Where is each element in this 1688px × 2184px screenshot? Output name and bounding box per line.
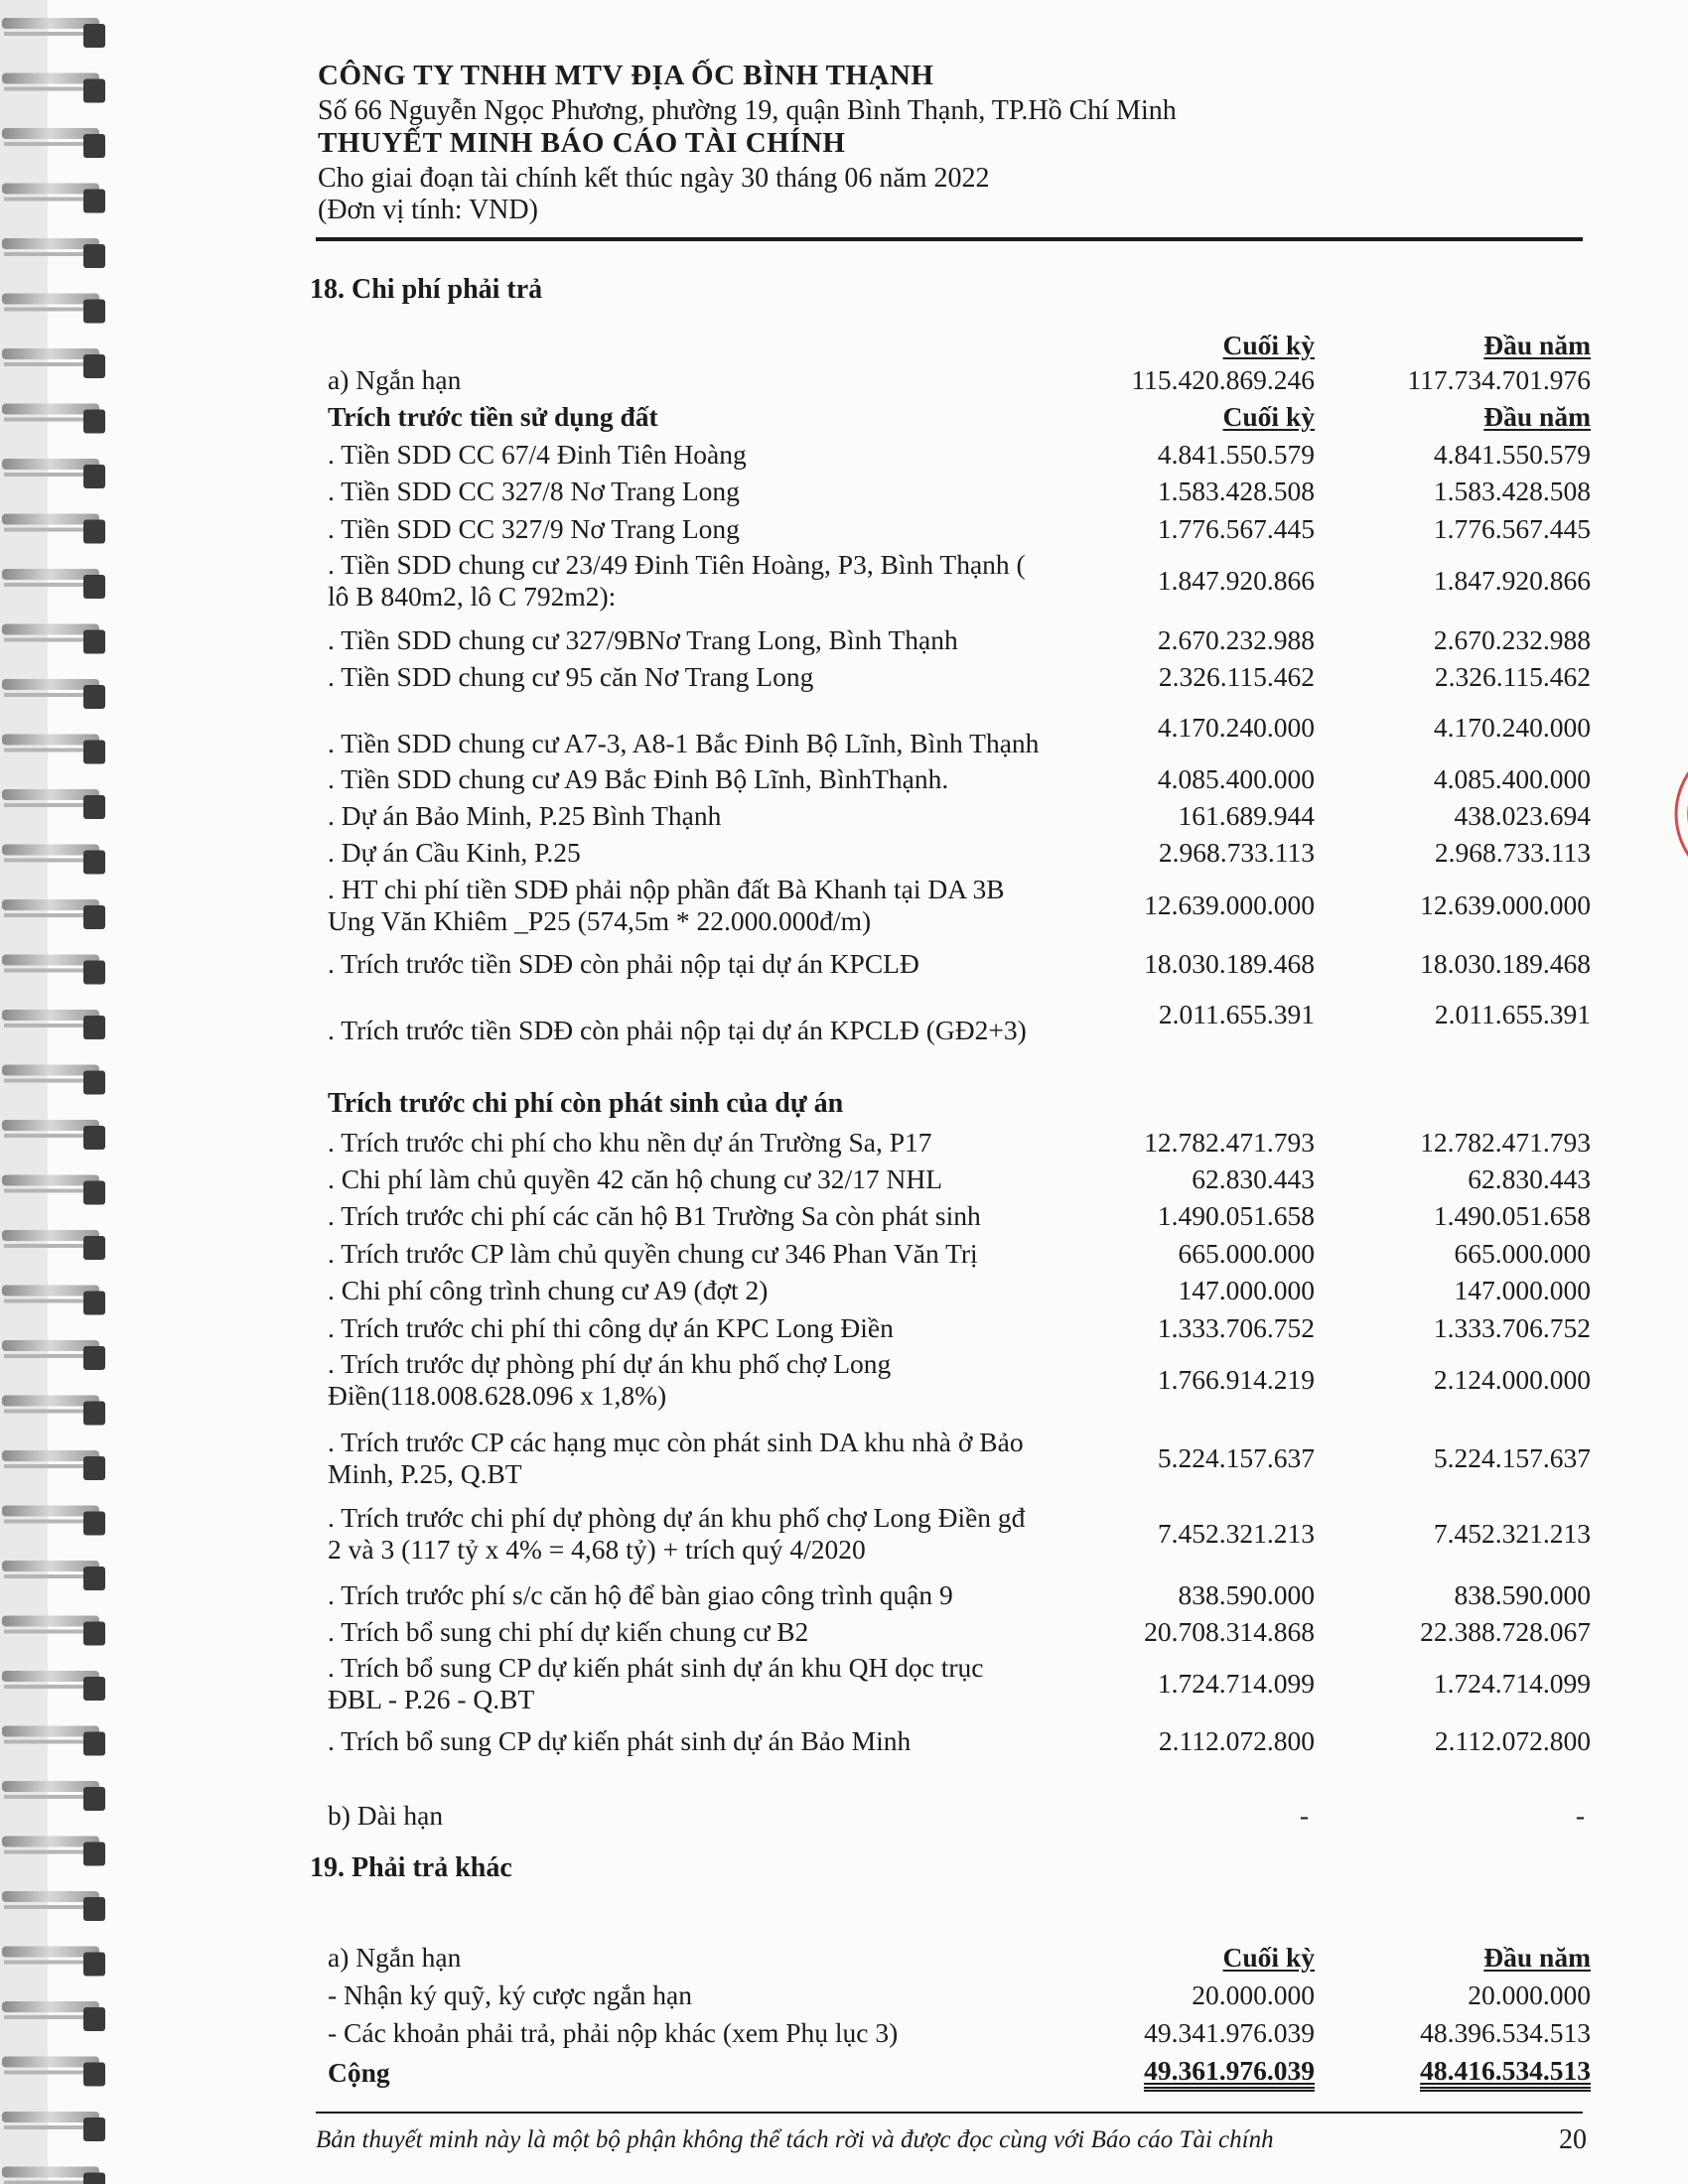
value-end: 20.708.314.868 xyxy=(1144,1616,1315,1647)
value-end: 1.766.914.219 xyxy=(1157,1364,1315,1395)
col-header-begin: Đầu năm xyxy=(1483,330,1591,360)
value-begin: 665.000.000 xyxy=(1454,1238,1591,1269)
row-label: . Chi phí làm chủ quyền 42 căn hộ chung cư 32/17 NHL xyxy=(328,1163,943,1194)
value-end: 838.590.000 xyxy=(1178,1579,1315,1610)
table-row xyxy=(318,511,1591,545)
value-end: 1.724.714.099 xyxy=(1157,1668,1315,1699)
col-header-end: Cuối kỳ xyxy=(1222,401,1315,432)
value-begin: 1.847.920.866 xyxy=(1433,565,1591,596)
value-end: 4.841.550.579 xyxy=(1157,439,1315,470)
group-1-title: Trích trước tiền sử dụng đất xyxy=(328,401,658,432)
table-row xyxy=(318,659,1591,693)
value-begin: 2.670.232.988 xyxy=(1433,624,1591,655)
table-row xyxy=(318,622,1591,656)
row-label: . Tiền SDD CC 67/4 Đinh Tiên Hoàng xyxy=(328,439,747,470)
value-end: 2.968.733.113 xyxy=(1158,837,1315,868)
value-end: - xyxy=(1299,1800,1309,1831)
row-label: . Trích trước chi phí dự phòng dự án khu phố chợ Long Điền gđ 2 và 3 (117 tỷ x 4% = 4,68 tỷ) + trích quý 4/2020 xyxy=(328,1502,1026,1565)
row-label: . Tiền SDD CC 327/9 Nơ Trang Long xyxy=(328,513,740,544)
row-label: . Trích trước chi phí các căn hộ B1 Trường Sa còn phát sinh xyxy=(328,1200,981,1231)
value-begin: 838.590.000 xyxy=(1454,1579,1591,1610)
value-begin: 18.030.189.468 xyxy=(1420,948,1591,979)
table-row xyxy=(318,874,1591,937)
company-address: Số 66 Nguyễn Ngọc Phương, phường 19, quận Bình Thạnh, TP.Hồ Chí Minh xyxy=(318,95,1177,126)
value-end: 5.224.157.637 xyxy=(1157,1442,1315,1473)
table-row xyxy=(318,761,1591,795)
value-begin: 1.333.706.752 xyxy=(1433,1312,1591,1343)
value-end: 2.670.232.988 xyxy=(1157,624,1315,655)
row-label: . Chi phí công trình chung cư A9 (đợt 2) xyxy=(328,1275,769,1305)
value-end: 12.782.471.793 xyxy=(1144,1127,1315,1158)
value-end: 2.011.655.391 xyxy=(1158,999,1315,1029)
table-row xyxy=(318,798,1591,832)
value-begin: 438.023.694 xyxy=(1454,800,1591,831)
value-end: 20.000.000 xyxy=(1192,1979,1315,2010)
row-label: . Trích trước tiền SDĐ còn phải nộp tại dự án KPCLĐ (GĐ2+3) xyxy=(328,1015,1027,1045)
value-begin: 1.583.428.508 xyxy=(1433,476,1591,506)
table-row xyxy=(318,835,1591,869)
section-18-short-term-row xyxy=(318,362,1591,396)
group-2-title: Trích trước chi phí còn phát sinh của dự án xyxy=(328,1088,844,1119)
row-label: . Trích trước chi phí cho khu nền dự án Trường Sa, P17 xyxy=(328,1127,932,1158)
table-row xyxy=(318,1978,1591,2011)
value-end: 4.085.400.000 xyxy=(1157,763,1315,794)
row-label: . Trích bổ sung CP dự kiến phát sinh dự án khu QH dọc trục ĐBL - P.26 - Q.BT xyxy=(328,1652,984,1714)
table-row xyxy=(318,1273,1591,1306)
value-end: 1.490.051.658 xyxy=(1157,1200,1315,1231)
row-label: . Tiền SDD chung cư 327/9BNơ Trang Long, Bình Thạnh xyxy=(328,624,958,655)
value-begin: 62.830.443 xyxy=(1468,1163,1591,1194)
value-end: 115.420.869.246 xyxy=(1131,364,1315,395)
row-label: . Trích trước CP làm chủ quyền chung cư 346 Phan Văn Trị xyxy=(328,1238,978,1269)
value-begin: 1.490.051.658 xyxy=(1433,1200,1591,1231)
table-row xyxy=(318,1427,1591,1490)
value-begin: 20.000.000 xyxy=(1468,1979,1591,2010)
value-end: 1.333.706.752 xyxy=(1157,1312,1315,1343)
table-row xyxy=(318,1198,1591,1232)
table-row xyxy=(318,1577,1591,1611)
value-begin: 1.724.714.099 xyxy=(1433,1668,1591,1699)
value-end: 12.639.000.000 xyxy=(1144,889,1315,920)
row-label: . Trích trước dự phòng phí dự án khu phố chợ Long Điền(118.008.628.096 x 1,8%) xyxy=(328,1348,892,1411)
value-begin: 2.011.655.391 xyxy=(1434,999,1591,1029)
value-begin: 12.639.000.000 xyxy=(1420,889,1591,920)
table-row xyxy=(318,2015,1591,2049)
table-row xyxy=(318,1652,1591,1715)
table-row xyxy=(318,549,1591,613)
row-label: a) Ngắn hạn xyxy=(328,364,462,395)
value-end: 7.452.321.213 xyxy=(1157,1518,1315,1549)
row-label: . Tiền SDD chung cư A9 Bắc Đinh Bộ Lĩnh, BìnhThạnh. xyxy=(328,763,949,794)
row-label: . Tiền SDD chung cư 95 căn Nơ Trang Long xyxy=(328,661,814,692)
value-end: 18.030.189.468 xyxy=(1144,948,1315,979)
row-label: b) Dài hạn xyxy=(328,1800,444,1831)
report-title: THUYẾT MINH BÁO CÁO TÀI CHÍNH xyxy=(318,127,846,159)
section-19-total-row xyxy=(318,2053,1591,2089)
value-begin: 2.968.733.113 xyxy=(1434,837,1591,868)
value-end: 161.689.944 xyxy=(1178,800,1315,831)
value-begin: 12.782.471.793 xyxy=(1420,1127,1591,1158)
value-begin: 4.170.240.000 xyxy=(1433,712,1591,743)
row-label: - Nhận ký quỹ, ký cược ngắn hạn xyxy=(328,1979,692,2010)
section-18-title: 18. Chi phí phải trả xyxy=(310,274,543,305)
page-number: 20 xyxy=(1559,2124,1587,2155)
row-label: . Tiền SDD chung cư 23/49 Đinh Tiên Hoàng, P3, Bình Thạnh ( lô B 840m2, lô C 792m2): xyxy=(328,549,1026,612)
table-row xyxy=(318,696,1591,759)
currency-unit: (Đơn vị tính: VND) xyxy=(318,195,538,225)
value-begin: 7.452.321.213 xyxy=(1433,1518,1591,1549)
col-header-end: Cuối kỳ xyxy=(1222,330,1315,360)
row-label: . Dự án Bảo Minh, P.25 Bình Thạnh xyxy=(328,800,722,831)
table-row xyxy=(318,437,1591,471)
total-begin: 48.416.534.513 xyxy=(1420,2055,1591,2092)
table-row xyxy=(318,1236,1591,1270)
value-end: 1.847.920.866 xyxy=(1157,565,1315,596)
table-row xyxy=(318,1161,1591,1195)
table-row xyxy=(318,1348,1591,1412)
row-label: - Các khoản phải trả, phải nộp khác (xem Phụ lục 3) xyxy=(328,2017,899,2048)
row-label: . Trích bổ sung chi phí dự kiến chung cư B2 xyxy=(328,1616,809,1647)
footer-note: Bản thuyết minh này là một bộ phận không thể tách rời và được đọc cùng với Báo cáo Tài chính xyxy=(316,2126,1274,2153)
value-end: 2.112.072.800 xyxy=(1158,1725,1315,1756)
value-begin: 4.841.550.579 xyxy=(1433,439,1591,470)
row-label: . Trích trước phí s/c căn hộ để bàn giao công trình quận 9 xyxy=(328,1579,953,1610)
value-begin: 2.124.000.000 xyxy=(1433,1364,1591,1395)
table-row xyxy=(318,1502,1591,1566)
value-begin: 2.326.115.462 xyxy=(1434,661,1591,692)
row-label: . HT chi phí tiền SDĐ phải nộp phần đất Bà Khanh tại DA 3B Ung Văn Khiêm _P25 (574,5m * 22.000.000đ/m) xyxy=(328,874,1005,936)
col-header-end: Cuối kỳ xyxy=(1222,1942,1315,1973)
value-end: 2.326.115.462 xyxy=(1158,661,1315,692)
section-18-column-headers xyxy=(318,328,1591,361)
row-label: . Trích trước tiền SDĐ còn phải nộp tại dự án KPCLĐ xyxy=(328,948,919,979)
section-19-header-row xyxy=(318,1940,1591,1974)
value-end: 4.170.240.000 xyxy=(1157,712,1315,743)
value-begin: 117.734.701.976 xyxy=(1407,364,1591,395)
col-header-begin: Đầu năm xyxy=(1483,1942,1591,1973)
table-row xyxy=(318,983,1591,1046)
value-begin: 22.388.728.067 xyxy=(1420,1616,1591,1647)
value-end: 1.583.428.508 xyxy=(1157,476,1315,506)
row-label: . Trích trước CP các hạng mục còn phát sinh DA khu nhà ở Bảo Minh, P.25, Q.BT xyxy=(328,1427,1024,1489)
report-period: Cho giai đoạn tài chính kết thúc ngày 30 tháng 06 năm 2022 xyxy=(318,163,990,194)
row-label: . Trích bổ sung CP dự kiến phát sinh dự án Bảo Minh xyxy=(328,1725,912,1756)
value-end: 49.341.976.039 xyxy=(1144,2017,1315,2048)
table-row xyxy=(318,1125,1591,1159)
row-label: . Tiền SDD CC 327/8 Nơ Trang Long xyxy=(328,476,740,506)
table-row xyxy=(318,474,1591,507)
header-divider xyxy=(316,237,1583,241)
section-18-long-term-row xyxy=(318,1798,1591,1832)
table-row xyxy=(318,1614,1591,1648)
value-end: 1.776.567.445 xyxy=(1157,513,1315,544)
total-end: 49.361.976.039 xyxy=(1144,2055,1315,2092)
table-row xyxy=(318,1310,1591,1344)
value-begin: - xyxy=(1575,1800,1585,1831)
row-label: . Tiền SDD chung cư A7-3, A8-1 Bắc Đinh Bộ Lĩnh, Bình Thạnh xyxy=(328,728,1040,758)
value-end: 665.000.000 xyxy=(1178,1238,1315,1269)
section-19-title: 19. Phải trả khác xyxy=(310,1852,512,1883)
group-1-header-row xyxy=(318,399,1591,433)
value-begin: 4.085.400.000 xyxy=(1433,763,1591,794)
table-row xyxy=(318,1723,1591,1757)
footer-divider xyxy=(316,2112,1583,2114)
company-name: CÔNG TY TNHH MTV ĐỊA ỐC BÌNH THẠNH xyxy=(318,60,934,91)
table-row xyxy=(318,946,1591,980)
value-end: 147.000.000 xyxy=(1178,1275,1315,1305)
row-label: a) Ngắn hạn xyxy=(328,1942,462,1973)
row-label: . Trích trước chi phí thi công dự án KPC Long Điền xyxy=(328,1312,894,1343)
value-begin: 5.224.157.637 xyxy=(1433,1442,1591,1473)
value-begin: 1.776.567.445 xyxy=(1433,513,1591,544)
col-header-begin: Đầu năm xyxy=(1483,401,1591,432)
value-begin: 2.112.072.800 xyxy=(1434,1725,1591,1756)
value-begin: 147.000.000 xyxy=(1454,1275,1591,1305)
row-label: . Dự án Cầu Kinh, P.25 xyxy=(328,837,581,868)
value-end: 62.830.443 xyxy=(1192,1163,1315,1194)
total-label: Cộng xyxy=(328,2057,390,2088)
value-begin: 48.396.534.513 xyxy=(1420,2017,1591,2048)
